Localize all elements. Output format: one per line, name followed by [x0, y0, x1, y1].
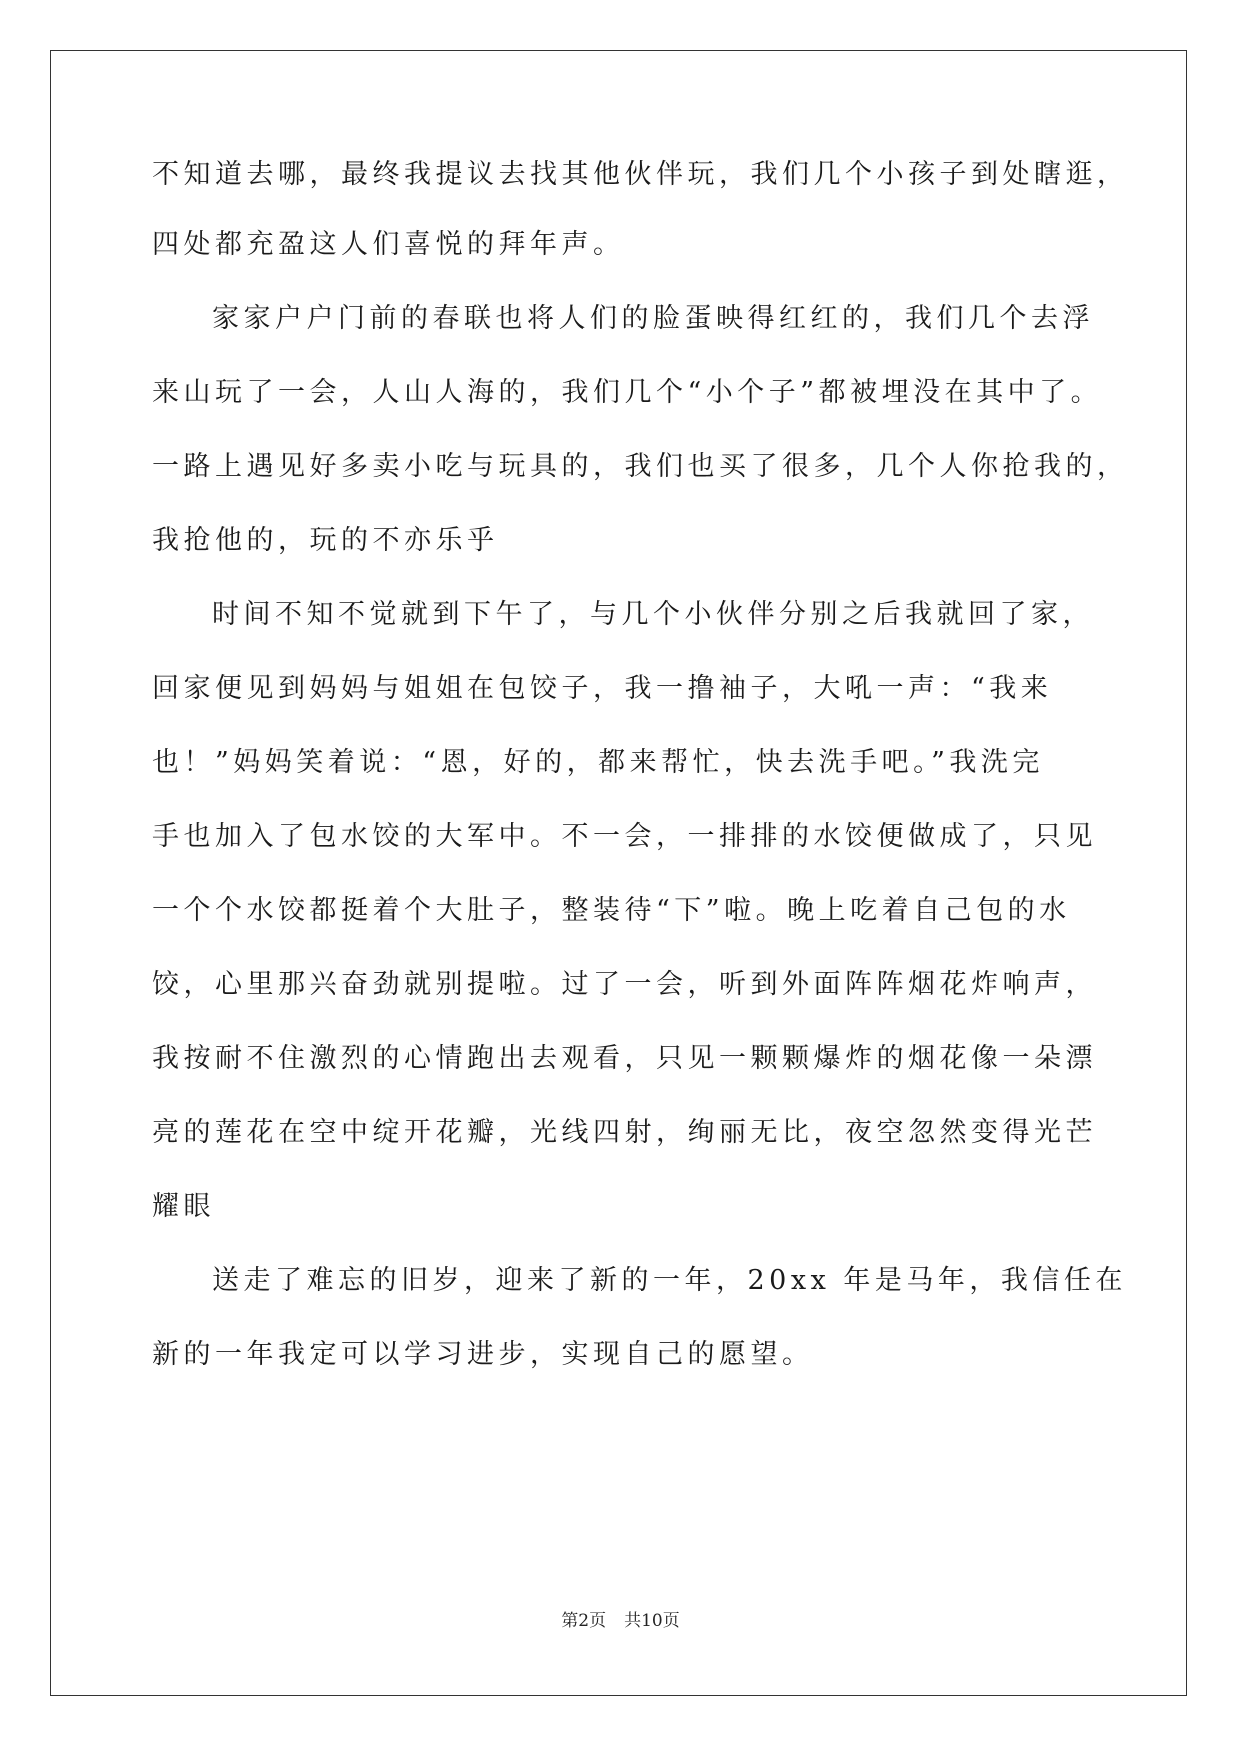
text-line: 我按耐不住激烈的心情跑出去观看，只见一颗颗爆炸的烟花像一朵漂 [152, 1043, 1097, 1074]
text-line: 手也加入了包水饺的大军中。不一会，一排排的水饺便做成了，只见 [152, 821, 1097, 852]
text-line: 一路上遇见好多卖小吃与玩具的，我们也买了很多，几个人你抢我的， [152, 451, 1129, 482]
text-line: 四处都充盈这人们喜悦的拜年声。 [152, 229, 625, 260]
page-number-current: 第2页 [561, 1611, 607, 1631]
page-border [50, 50, 1187, 1696]
text-line: 也！”妈妈笑着说：“恩，好的，都来帮忙，快去洗手吧。”我洗完 [152, 747, 1044, 778]
text-line: 亮的莲花在空中绽开花瓣，光线四射，绚丽无比，夜空忽然变得光芒 [152, 1117, 1097, 1148]
text-line: 我抢他的，玩的不亦乐乎 [152, 525, 499, 556]
text-line: 新的一年我定可以学习进步，实现自己的愿望。 [152, 1339, 814, 1370]
text-line: 来山玩了一会，人山人海的，我们几个“小个子”都被埋没在其中了。 [152, 377, 1103, 408]
text-line: 家家户户门前的春联也将人们的脸蛋映得红红的，我们几个去浮 [212, 303, 1094, 334]
text-line: 一个个水饺都挺着个大肚子，整装待“下”啦。晚上吃着自己包的水 [152, 895, 1071, 926]
text-line: 耀眼 [152, 1191, 215, 1222]
text-line: 回家便见到妈妈与姐姐在包饺子，我一撸袖子，大吼一声：“我来 [152, 673, 1053, 704]
text-line: 送走了难忘的旧岁，迎来了新的一年，20xx 年是马年，我信任在 [212, 1265, 1127, 1296]
page-footer [0, 1610, 1241, 1632]
page-number-total: 共10页 [624, 1611, 680, 1631]
text-line: 饺，心里那兴奋劲就别提啦。过了一会，听到外面阵阵烟花炸响声， [152, 969, 1097, 1000]
text-line: 时间不知不觉就到下午了，与几个小伙伴分别之后我就回了家， [212, 599, 1094, 630]
text-line: 不知道去哪，最终我提议去找其他伙伴玩，我们几个小孩子到处瞎逛， [152, 159, 1129, 190]
